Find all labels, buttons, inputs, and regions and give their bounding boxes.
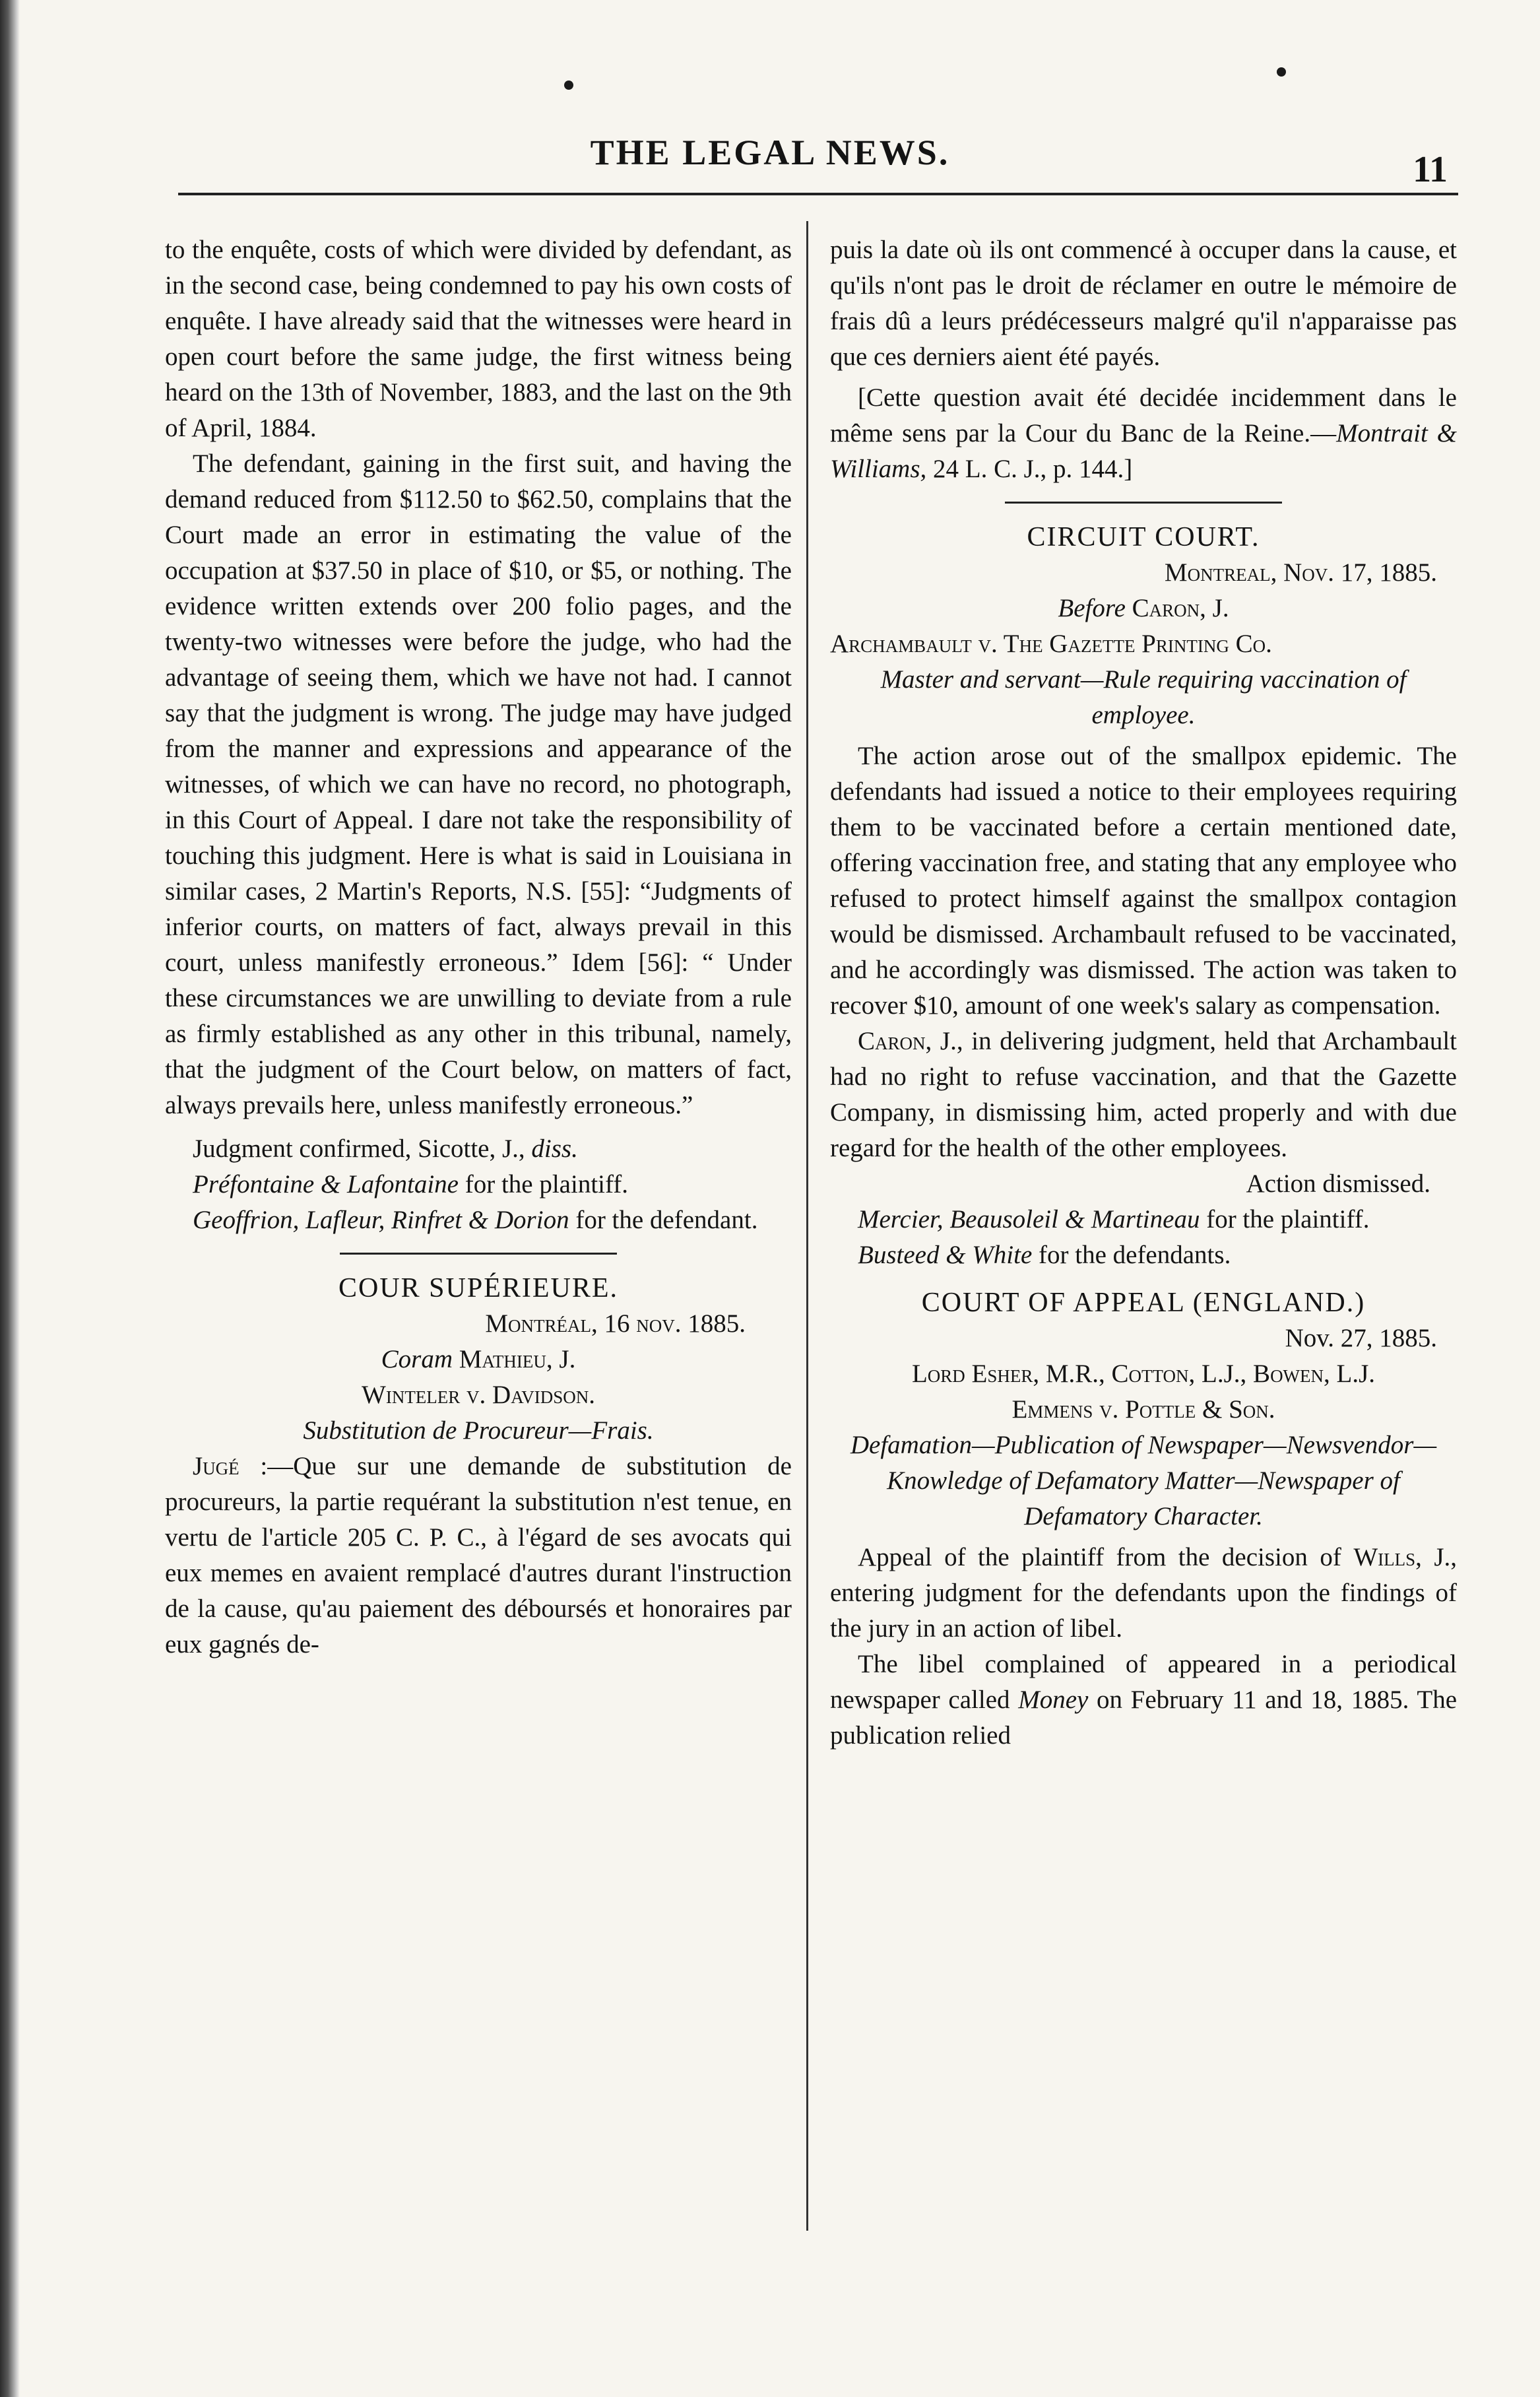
- continuation-paragraph: puis la date où ils ont commencé à occuper dans la cause, et qu'ils n'ont pas le droit de réclamer en outre le mémoire de frais dû a leurs prédécesseurs malgré qu'il n'apparaisse pas que ces derniers aient été payés.: [830, 236, 1457, 371]
- note-text: [Cette question avait été decidée incidemment dans le même sens par la Cour du Banc de la Reine.—: [830, 383, 1457, 447]
- header-rule: [178, 193, 1458, 195]
- place-date: Montréal, 16 nov. 1885.: [485, 1309, 746, 1338]
- section-separator: [1005, 502, 1282, 504]
- counsel-role: for the defendant.: [575, 1206, 758, 1234]
- counsel-defendant: [165, 1202, 792, 1238]
- continuation-paragraph: to the enquête, costs of which were divided by defendant, as in the second case, being condemned to pay his own costs of enquête. I have already said that the witnesses were heard in open court before the same judge, the first witness being heard on the 13th of November, 1883, and the last on the 9th of April, 1884.: [165, 236, 792, 442]
- counsel-role: for the plaintiff.: [1206, 1205, 1370, 1233]
- body-paragraph: [830, 1024, 1457, 1166]
- counsel-plaintiff: [165, 1167, 792, 1202]
- paragraph-text: entering judgment for the defendants upon the findings of the jury in an action of libel.: [830, 1579, 1457, 1643]
- coram-label: Coram: [381, 1345, 453, 1373]
- counsel-plaintiff: [830, 1202, 1457, 1237]
- body-paragraph: The action arose out of the smallpox epidemic. The defendants had issued a notice to their employees requiring them to be vaccinated before a certain mentioned date, offering vaccination free, and stating that any employee who refused to protect himself against the smallpox contagion would be dismissed. Archambault refused to be vaccinated, and he accordingly was dismissed. The action was taken to recover $10, amount of one week's salary as compensation.: [830, 742, 1457, 1020]
- court-heading: CIRCUIT COURT.: [1027, 522, 1260, 552]
- body-paragraph: The defendant, gaining in the first suit, and having the demand reduced from $112.50 to $62.50, complains that the Court made an error in estimating the value of the occupation at $37.50 in place of $10, or $5, or nothing. The evidence written extends over 200 folio pages, and the twenty-two witnesses were before the judge, who had the advantage of seeing them, which we have not had. I cannot say that the judgment is wrong. The judge may have judged from the manner and expressions and appearance of the witnesses, of which we can have no record, no photograph, in this Court of Appeal. I dare not take the responsibility of touching this judgment. Here is what is said in Louisiana in similar cases, 2 Martin's Reports, N.S. [55]: “Judgments of inferior courts, on matters of fact, always prevail in this court, unless manifestly erroneous.” Idem [56]: “ Under these circumstances we are unwilling to deviate from a rule as firmly established as any other in this tribunal, namely, that the judgment of the Court below, on matters of fact, always prevails here, unless manifestly erroneous.”: [165, 449, 792, 1119]
- judgment-text: Judgment confirmed, Sicotte, J.,: [193, 1134, 525, 1163]
- right-column: [830, 232, 1457, 1754]
- headnote-text: —Que sur une demande de substitution de procureurs, la partie requérant la substitution n'est tenue, en vertu de l'article 205 C. P. C., à l'égard de ses avocats qui eux memes en avaient remplacé d'autres durant l'instruction de la cause, qu'au paiement des déboursés et honoraires par eux gagnés de-: [165, 1452, 792, 1658]
- paragraph-text: The libel complained of appeared in a periodical newspaper called: [830, 1650, 1457, 1714]
- coram-line: [165, 1342, 792, 1377]
- paragraph-text: in delivering judgment, held that Archambault had no right to refuse vaccination, and that the Gazette Company, in dismissing him, acted properly and with due regard for the health of the other employees.: [830, 1027, 1457, 1162]
- left-column: [165, 232, 792, 1662]
- place-date: Montreal, Nov. 17, 1885.: [1164, 558, 1437, 587]
- ink-speck: [1277, 67, 1286, 77]
- judge-name: Caron, J.,: [858, 1027, 963, 1055]
- body-paragraph: [830, 1540, 1457, 1647]
- juge-label: Jugé :: [193, 1452, 268, 1480]
- case-subject: Substitution de Procureur—Frais.: [303, 1416, 654, 1445]
- judgment-line: [165, 1131, 792, 1167]
- coram-judge: Mathieu, J.: [459, 1345, 576, 1373]
- counsel-names: Busteed & White: [858, 1241, 1033, 1269]
- counsel-names: Mercier, Beausoleil & Martineau: [858, 1205, 1200, 1233]
- case-parties: Archambault v. The Gazette Printing Co.: [830, 630, 1272, 658]
- case-parties: Winteler v. Davidson.: [362, 1381, 595, 1409]
- judge-name: Wills, J.,: [1353, 1543, 1458, 1571]
- case-subject: Master and servant—Rule requiring vaccination of employee.: [880, 665, 1407, 729]
- dissent-note: diss.: [531, 1134, 578, 1163]
- paragraph-text: on February 11 and 18, 1885. The publication relied: [830, 1686, 1458, 1750]
- case-parties: Emmens v. Pottle & Son.: [1011, 1395, 1275, 1424]
- counsel-names: Préfontaine & Lafontaine: [193, 1170, 459, 1198]
- counsel-role: for the defendants.: [1039, 1241, 1231, 1269]
- binding-edge: [0, 0, 20, 2397]
- note-end: 24 L. C. J., p. 144.]: [933, 455, 1133, 483]
- ink-speck: [564, 81, 573, 90]
- headnote: [165, 1449, 792, 1662]
- paragraph-text: Appeal of the plaintiff from the decision of: [858, 1543, 1341, 1571]
- result-line: Action dismissed.: [1246, 1169, 1430, 1198]
- newspaper-name: Money: [1018, 1686, 1089, 1714]
- court-heading: COUR SUPÉRIEURE.: [338, 1273, 619, 1303]
- court-heading: COURT OF APPEAL (ENGLAND.): [921, 1288, 1366, 1318]
- page-number: 11: [1413, 149, 1448, 190]
- before-line: [830, 591, 1457, 626]
- section-separator: [340, 1253, 617, 1255]
- note-citation: Montrait & Williams,: [830, 419, 1457, 483]
- bracket-note: [830, 380, 1457, 487]
- column-divider: [806, 221, 808, 2231]
- before-judge: Caron, J.: [1132, 594, 1229, 622]
- case-subject: Defamation—Publication of Newspaper—Newsvendor—Knowledge of Defamatory Matter—Newspaper of Defamatory Character.: [850, 1431, 1437, 1530]
- counsel-names: Geoffrion, Lafleur, Rinfret & Dorion: [193, 1206, 569, 1234]
- counsel-defendant: [830, 1237, 1457, 1273]
- before-label: Before: [1058, 594, 1126, 622]
- case-date: Nov. 27, 1885.: [1285, 1324, 1437, 1352]
- counsel-role: for the plaintiff.: [465, 1170, 629, 1198]
- running-head-title: THE LEGAL NEWS.: [590, 133, 950, 172]
- bench-line: Lord Esher, M.R., Cotton, L.J., Bowen, L.J.: [911, 1360, 1376, 1388]
- body-paragraph: [830, 1647, 1457, 1754]
